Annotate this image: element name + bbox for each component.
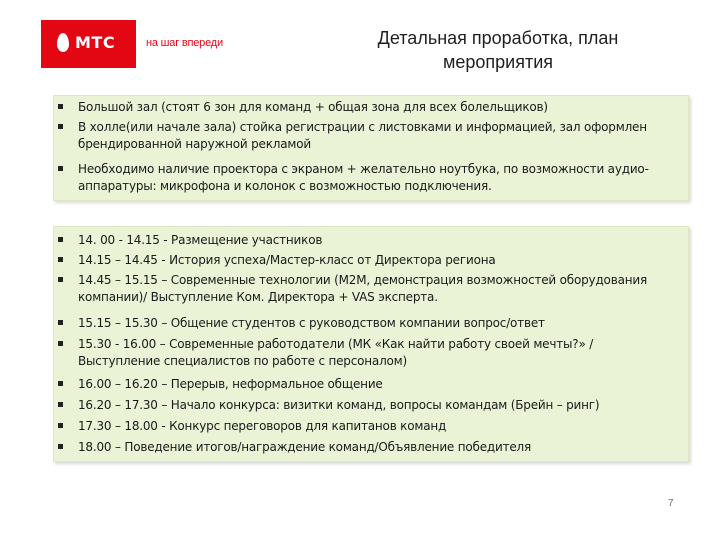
schedule-item-text: 14.15 – 14.45 - История успеха/Мастер-класс от Директора региона <box>78 253 496 267</box>
schedule-item-text: 14.45 – 15.15 – Современные технологии (M2M, демонстрация возможностей оборудования <box>78 273 647 287</box>
bullet <box>58 166 63 171</box>
mts-logo <box>41 20 136 68</box>
page-number: 7 <box>668 498 674 509</box>
schedule-item-text: 14. 00 - 14.15 - Размещение участников <box>78 233 323 247</box>
bullet <box>58 277 63 282</box>
list-item-text: брендированной наружной рекламой <box>78 137 311 151</box>
bullet <box>58 423 63 428</box>
bullet <box>58 104 63 109</box>
schedule-item-text: 17.30 – 18.00 - Конкурс переговоров для капитанов команд <box>78 419 447 433</box>
schedule-item-text: Выступление специалистов по работе с персоналом) <box>78 354 408 368</box>
bullet <box>58 237 63 242</box>
egg-icon <box>57 33 69 52</box>
list-item-text: Необходимо наличие проектора с экраном + желательно ноутбука, по возможности аудио- <box>78 162 649 176</box>
mts-logo-block <box>41 20 230 68</box>
bullet <box>58 124 63 129</box>
bullet <box>58 341 63 346</box>
schedule-item-text: 16.20 – 17.30 – Начало конкурса: визитки команд, вопросы командам (Брейн – ринг) <box>78 398 600 412</box>
schedule-item-text: 18.00 – Поведение итогов/награждение команд/Объявление победителя <box>78 440 532 454</box>
page-title <box>318 26 678 74</box>
schedule-item-text: 15.30 - 16.00 – Современные работодатели (МК «Как найти работу своей мечты?» / <box>78 337 594 351</box>
schedule-item-text: 15.15 – 15.30 – Общение студентов с руководством компании вопрос/ответ <box>78 316 545 330</box>
title-line-1: Детальная проработка, план <box>377 28 619 48</box>
list-item-text: В холле(или начале зала) стойка регистрации с листовками и информацией, зал оформлен <box>78 120 647 134</box>
list-item-text: Большой зал (стоят 6 зон для команд + общая зона для всех болельщиков) <box>78 100 548 114</box>
bullet <box>58 320 63 325</box>
requirements-box <box>53 95 689 201</box>
list-item-text: аппаратуры: микрофона и колонок с возможностью подключения. <box>78 179 492 193</box>
bullet <box>58 381 63 386</box>
logo-text: МТС <box>75 33 116 52</box>
bullet <box>58 402 63 407</box>
schedule-item-text: компании)/ Выступление Ком. Директора + VAS эксперта. <box>78 290 438 304</box>
title-line-2: мероприятия <box>442 52 553 72</box>
bullet <box>58 444 63 449</box>
schedule-item-text: 16.00 – 16.20 – Перерыв, неформальное общение <box>78 377 383 391</box>
schedule-box <box>53 226 689 462</box>
tagline: на шаг впереди <box>146 37 223 49</box>
bullet <box>58 257 63 262</box>
